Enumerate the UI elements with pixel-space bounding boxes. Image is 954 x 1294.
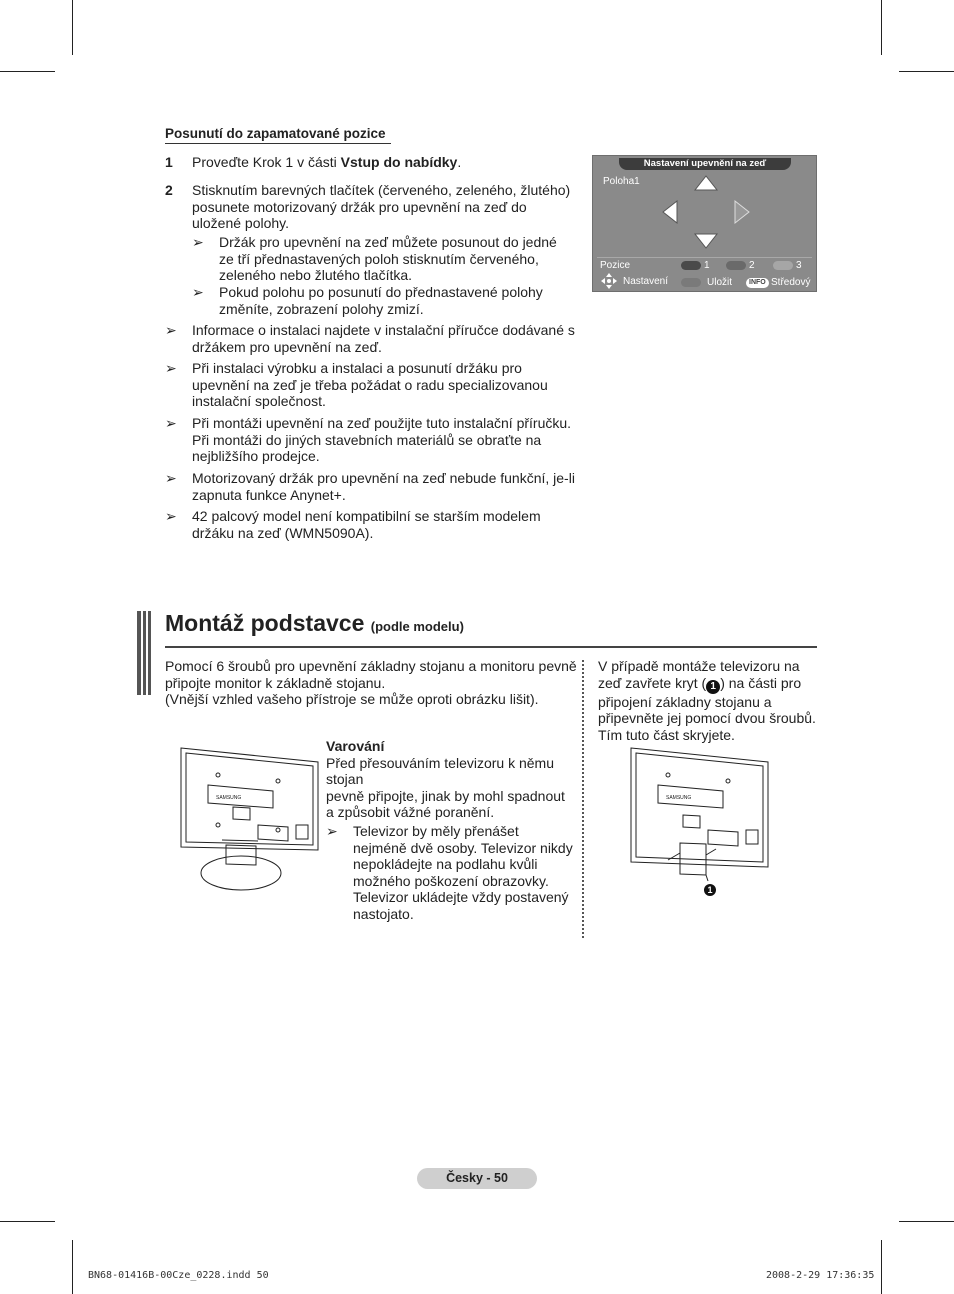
tv-back-cover-illustration	[628, 745, 773, 895]
osd-preset-3: 3	[796, 260, 802, 271]
arrow-icon: ➢	[192, 284, 204, 300]
osd-preset-2: 2	[749, 260, 755, 271]
badge-1-icon: 1	[706, 680, 720, 694]
step-2-text: Stisknutím barevných tlačítek (červeného, zeleného, žlutého) posunete motorizovaný držák pro upevnění na zeď do uložené polohy.	[192, 182, 571, 231]
crop-mark	[881, 1240, 882, 1294]
enter-button-icon	[681, 278, 701, 287]
step-1-text: Proveďte Krok 1 v části Vstup do nabídky.	[192, 154, 462, 170]
osd-pozice-label: Pozice	[600, 260, 631, 271]
crop-mark	[0, 71, 55, 72]
page-title: Montáž podstavce (podle modelu)	[165, 610, 464, 636]
arrow-icon: ➢	[165, 415, 177, 431]
note: ➢ Motorizovaný držák pro upevnění na zeď nebude funkční, je-li zapnuta funkce Anynet+.	[165, 470, 575, 503]
step-number: 2	[165, 182, 173, 198]
date-slug: 2008-2-29 17:36:35	[766, 1270, 875, 1281]
wall-mount-text: V případě montáže televizoru na zeď zavřete kryt ( 1 ) na části pro připojení základny stojanu a připevněte jej pomocí dvou šroubů. Tím tuto část skryjete.	[598, 658, 816, 743]
brand-logo: SAMSUNG	[216, 795, 242, 801]
osd-arrow-pad	[659, 174, 753, 250]
osd-position-label: Poloha1	[603, 176, 640, 187]
column-divider	[582, 660, 584, 938]
crop-mark	[899, 1221, 954, 1222]
osd-ulozit-label: Uložit	[707, 277, 733, 288]
heading-bar	[148, 611, 151, 695]
sub-note: ➢ Pokud polohu po posunutí do přednastavené polohy změníte, zobrazení polohy zmizí.	[192, 284, 543, 317]
arrow-down-icon	[695, 234, 717, 248]
note: ➢ Při instalaci výrobku a instalaci a posunutí držáku pro upevnění na zeď je třeba požádat o radu specializovanou instalační společnost.	[165, 360, 548, 409]
arrow-icon: ➢	[165, 322, 177, 338]
file-slug: BN68-01416B-00Cze_0228.indd 50	[88, 1270, 269, 1281]
badge-1-icon: 1	[704, 884, 716, 896]
osd-nastaveni-label: Nastavení	[623, 276, 669, 287]
arrow-icon: ➢	[326, 823, 338, 839]
crop-mark	[881, 0, 882, 55]
step-number: 1	[165, 154, 173, 170]
section-heading-move: Posunutí do zapamatované pozice	[165, 126, 391, 144]
move-cross-icon	[601, 273, 617, 289]
crop-mark	[899, 71, 954, 72]
note: ➢ Při montáži upevnění na zeď použijte tuto instalační příručku. Při montáži do jiných stavebních materiálů se obraťte na nejbližšího prodejce.	[165, 415, 572, 464]
osd-divider	[597, 257, 812, 258]
osd-preset-1: 1	[704, 260, 710, 271]
note: ➢ 42 palcový model není kompatibilní se starším modelem držáku na zeď (WMN5090A).	[165, 508, 541, 541]
arrow-left-icon	[663, 201, 677, 223]
heading-bar	[137, 611, 141, 695]
stand-intro: Pomocí 6 šroubů pro upevnění základny stojanu a monitoru pevně připojte monitor k základně stojanu. (Vnější vzhled vašeho přístroje se může oproti obrázku lišit).	[165, 658, 577, 707]
heading-rule	[165, 646, 817, 648]
arrow-up-icon	[695, 176, 717, 190]
arrow-icon: ➢	[165, 360, 177, 376]
arrow-right-icon	[735, 201, 749, 223]
heading-bar	[143, 611, 146, 695]
figure-badge	[704, 879, 716, 897]
arrow-icon: ➢	[165, 508, 177, 524]
info-button-icon: INFO	[746, 278, 769, 288]
tv-back-with-stand-illustration	[178, 745, 323, 895]
arrow-icon: ➢	[165, 470, 177, 486]
crop-mark	[0, 1221, 55, 1222]
osd-stredovy-label: Středový	[771, 277, 811, 288]
osd-wall-mount-menu	[592, 155, 817, 292]
crop-mark	[72, 1240, 73, 1294]
warning-note: ➢ Televizor by měly přenášet nejméně dvě osoby. Televizor nikdy nepokládejte na podlahu kvůli možného poškození obrazovky. Televizor ukládejte vždy postavený nastojato.	[326, 823, 573, 922]
page-number: Česky - 50	[417, 1168, 537, 1189]
crop-mark	[72, 0, 73, 55]
green-button-icon	[726, 261, 746, 270]
red-button-icon	[681, 261, 701, 270]
note: ➢ Informace o instalaci najdete v instalační příručce dodávané s držákem pro upevnění na zeď.	[165, 322, 575, 355]
sub-note: ➢ Držák pro upevnění na zeď můžete posunout do jedné ze tří přednastavených poloh stisknutím červeného, zeleného nebo žlutého tlačítka.	[192, 234, 557, 283]
osd-title: Nastavení upevnění na zeď	[619, 158, 791, 170]
brand-logo: SAMSUNG	[666, 795, 692, 801]
warning-block: Varování Před přesouváním televizoru k němu stojan pevně připojte, jinak by mohl spadnout a způsobit vážné poranění.	[326, 738, 565, 820]
yellow-button-icon	[773, 261, 793, 270]
arrow-icon: ➢	[192, 234, 204, 250]
